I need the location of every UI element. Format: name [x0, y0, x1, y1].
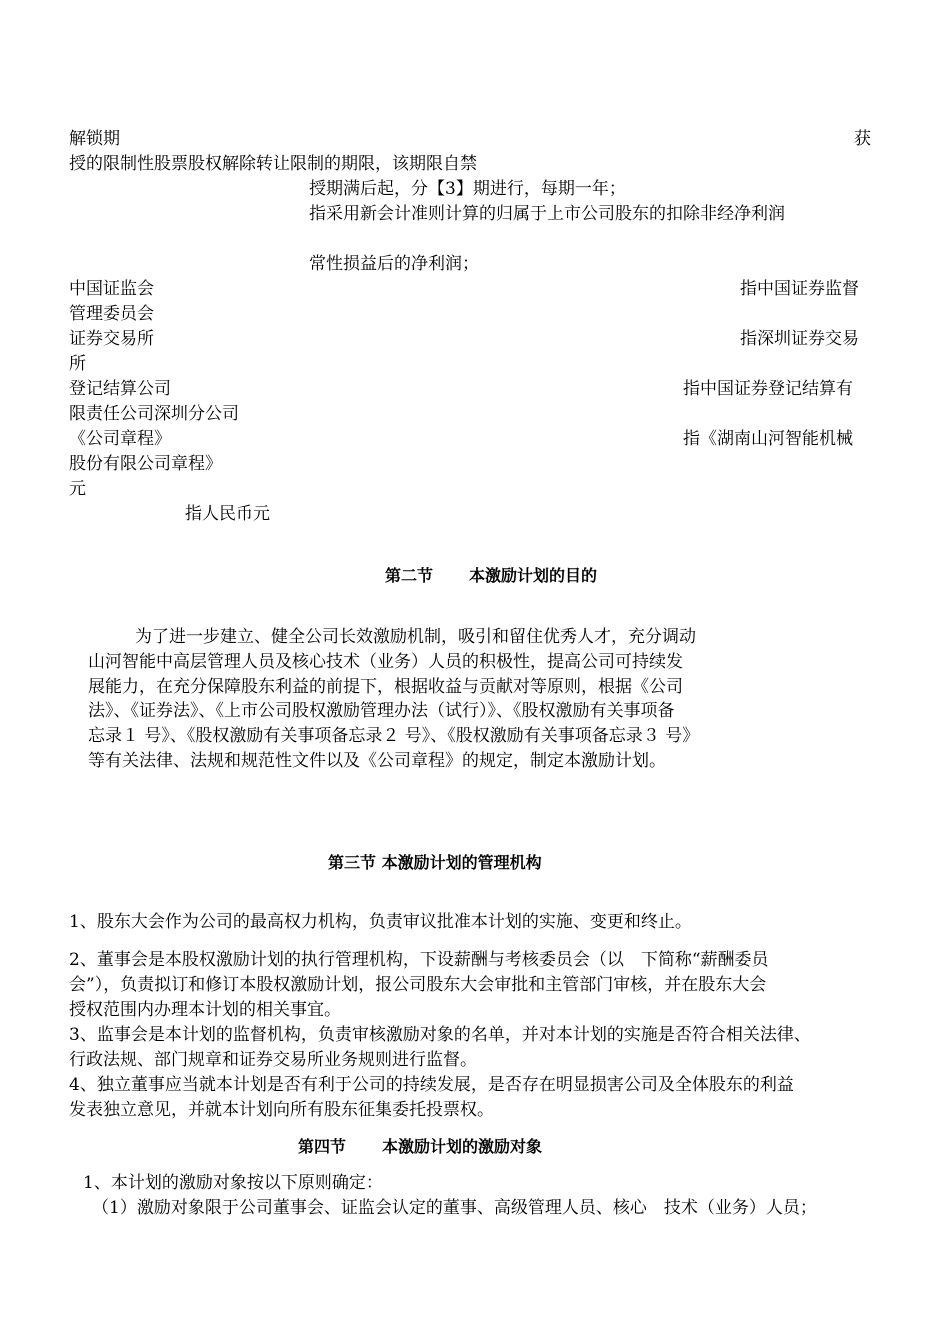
- section-3-item-2-line: 会”），负责拟订和修订本股权激励计划，报公司股东大会审批和主管部门审核，并在股东大会: [69, 975, 767, 995]
- section-2-paragraph-line: 等有关法律、法规和规范性文件以及《公司章程》的规定，制定本激励计划。: [88, 751, 666, 771]
- section-3-item-3-line: 行政法规、部门规章和证券交易所业务规则进行监督。: [69, 1050, 477, 1070]
- section-2-title: [385, 565, 597, 587]
- section-3-item-2-line: 授权范围内办理本计划的相关事宜。: [69, 1000, 341, 1020]
- definition-company-charter: 指《湖南山河智能机械: [683, 429, 853, 449]
- definition-stock-exchange-line-2: 所: [69, 354, 86, 374]
- section-3-item-3-line: 3、监事会是本计划的监督机构，负责审核激励对象的名单，并对本计划的实施是否符合相关法律、: [69, 1025, 811, 1045]
- definition-clearing-company: 指中国证券登记结算有: [683, 379, 853, 399]
- section-3-item-2-line: 2、董事会是本股权激励计划的执行管理机构，下设薪酬与考核委员会（以 下简称“薪酬委员: [69, 950, 769, 970]
- section-2-number: 第二节: [385, 566, 434, 585]
- term-stock-exchange: 证券交易所: [69, 329, 154, 349]
- section-2-paragraph-line: 为了进一步建立、健全公司长效激励机制，吸引和留住优秀人才，充分调动: [135, 627, 696, 647]
- section-4-number: 第四节: [298, 1137, 347, 1156]
- term-unlock-period: 解锁期: [69, 129, 120, 149]
- section-4-title: [298, 1136, 542, 1158]
- definition-unlock-line-2: 授的限制性股票股权解除转让限制的期限，该期限自禁: [69, 154, 477, 174]
- definition-clearing-company-line-2: 限责任公司深圳分公司: [69, 404, 239, 424]
- definition-net-profit-line-2: 常性损益后的净利润；: [309, 254, 479, 274]
- definition-csrc: 指中国证券监督: [740, 279, 859, 299]
- section-2-heading: 本激励计划的目的: [469, 566, 598, 585]
- definition-stock-exchange: 指深圳证券交易: [740, 329, 859, 349]
- section-2-paragraph-line: 山河智能中高层管理人员及核心技术（业务）人员的积极性，提高公司可持续发: [88, 652, 683, 672]
- section-2-paragraph-line: 忘录１ 号》、《股权激励有关事项备忘录２ 号》、《股权激励有关事项备忘录３ 号》: [88, 726, 700, 746]
- definition-unlock-fragment: 获: [854, 129, 871, 149]
- definition-net-profit-line-1: 指采用新会计准则计算的归属于上市公司股东的扣除非经净利润: [309, 204, 785, 224]
- section-3-item-4-line: 发表独立意见，并就本计划向所有股东征集委托投票权。: [69, 1100, 494, 1120]
- term-yuan: 元: [69, 479, 86, 499]
- definition-company-charter-line-2: 股份有限公司章程》: [69, 454, 222, 474]
- section-3-title: 第三节 本激励计划的管理机构: [328, 853, 542, 872]
- definition-unlock-line-3: 授期满后起，分【3】期进行，每期一年；: [309, 179, 626, 199]
- definition-csrc-line-2: 管理委员会: [69, 304, 154, 324]
- section-4-heading: 本激励计划的激励对象: [382, 1137, 543, 1156]
- section-3-item-4-line: 4、独立董事应当就本计划是否有利于公司的持续发展，是否存在明显损害公司及全体股东的利益: [69, 1075, 794, 1095]
- term-company-charter: 《公司章程》: [69, 429, 171, 449]
- section-3-item-1: 1、股东大会作为公司的最高权力机构，负责审议批准本计划的实施、变更和终止。: [69, 912, 692, 932]
- term-csrc: 中国证监会: [69, 279, 154, 299]
- section-4-criterion-1: （1）激励对象限于公司董事会、证监会认定的董事、高级管理人员、核心 技术（业务）人员；: [92, 1198, 817, 1218]
- term-clearing-company: 登记结算公司: [69, 379, 171, 399]
- section-2-paragraph-line: 展能力，在充分保障股东利益的前提下，根据收益与贡献对等原则，根据《公司: [88, 677, 683, 697]
- definition-yuan: 指人民币元: [185, 504, 270, 524]
- section-2-paragraph-line: 法》、《证券法》、《上市公司股权激励管理办法（试行）》、《股权激励有关事项备: [88, 701, 675, 721]
- section-4-principle-line: 1、本计划的激励对象按以下原则确定：: [83, 1173, 383, 1193]
